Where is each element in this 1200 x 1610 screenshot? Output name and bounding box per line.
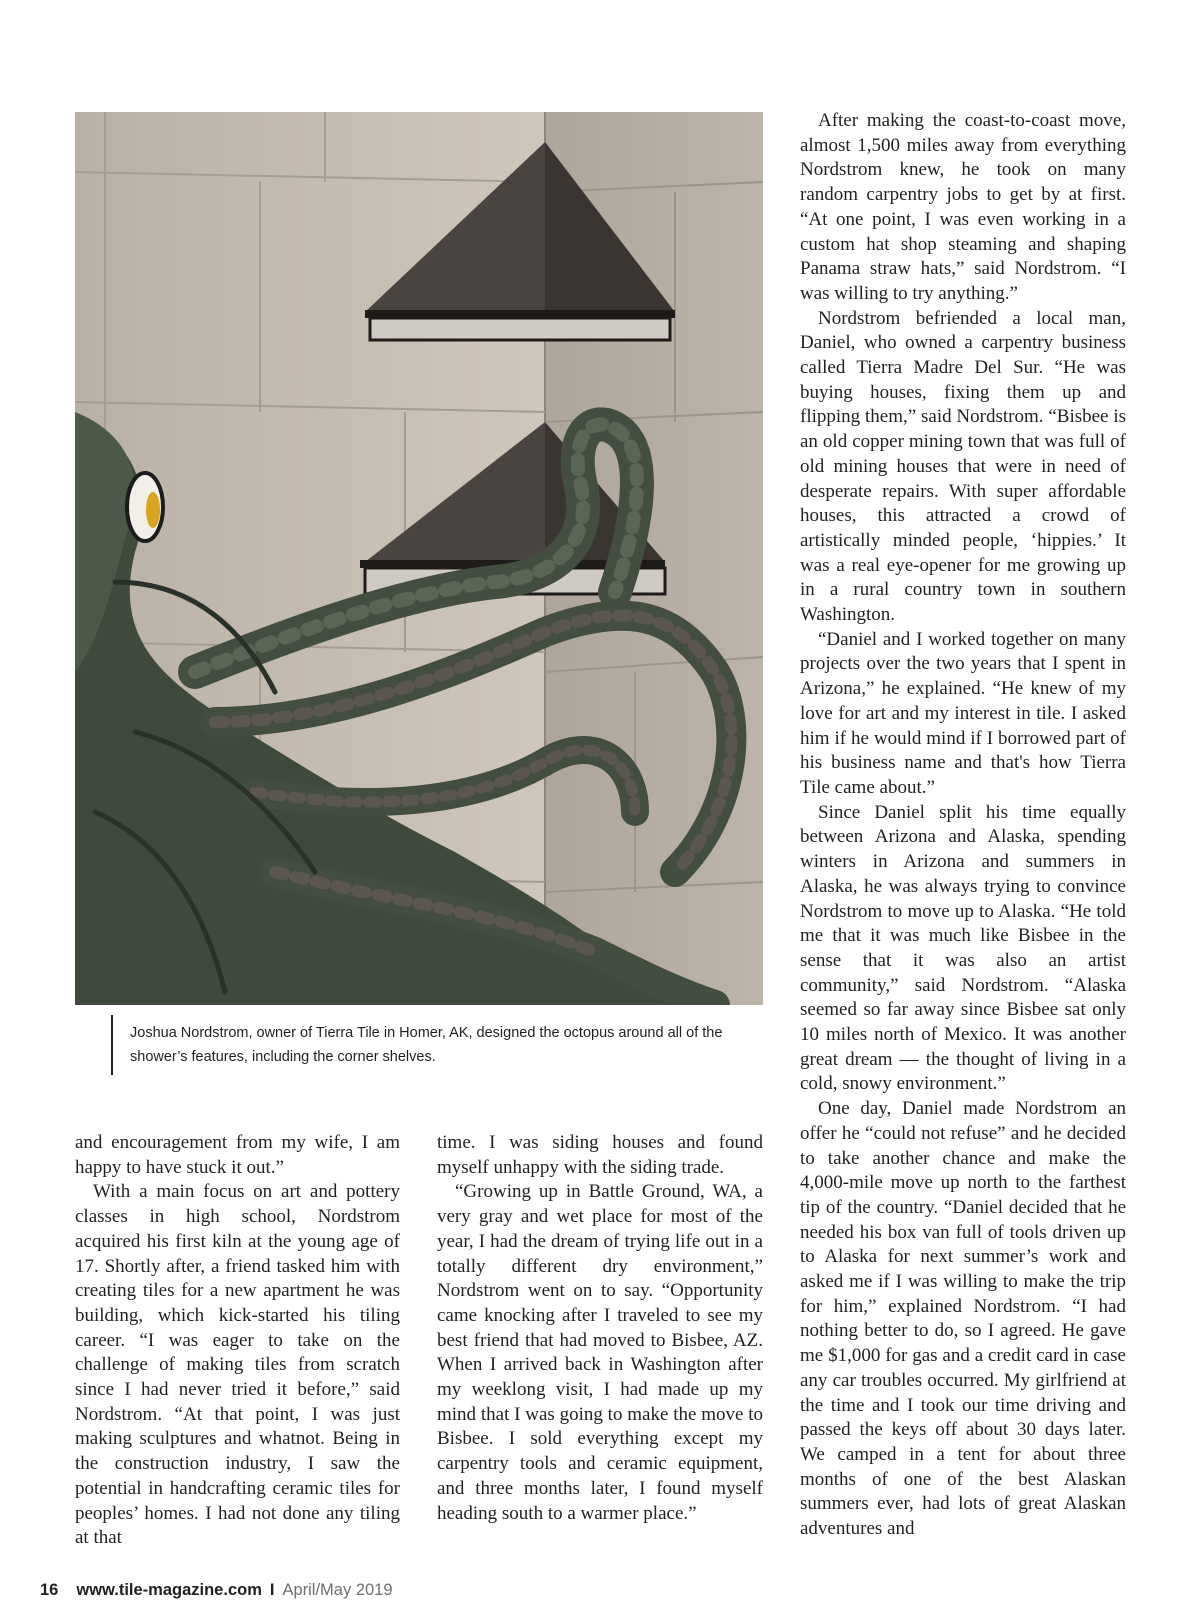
paragraph: “Daniel and I worked together on many projects over the two years that I spent in Arizona,” he explained. “He knew of my love for art and my interest in tile. I asked him if he would mind if I borrowed part of his business name and that's how Tierra Tile came about.” [800, 628, 1126, 798]
paragraph: One day, Daniel made Nordstrom an offer he “could not refuse” and he decided to take another chance and make the 4,000-mile move up north to the farthest tip of the country. “Daniel decided that he needed his box van full of tools driven up to Alaska for next summer’s work and asked me if I was willing to make the trip for him,” explained Nordstrom. “I had nothing better to do, so I agreed. He gave me $1,000 for gas and a credit card in case any car troubles occurred. My girlfriend at the time and I took our time driving and passed the keys off about 30 days later. We camped in a tent for about three months of one of the best Alaskan summers ever, had lots of great Alaskan adventures and [800, 1098, 1126, 1540]
paragraph: With a main focus on art and pottery classes in high school, Nordstrom acquired his first kiln at the young age of 17. Shortly after, a friend tasked him with creating tiles for a new apartment he was building, which kick-started his tiling career. “I was eager to take on the challenge of making tiles from scratch since I had never tried it before,” said Nordstrom. “At that point, I was just making sculptures and whatnot. Being in the construction industry, I saw the potential in handcrafting ceramic tiles for peoples’ homes. I had not done any tiling at that [75, 1181, 400, 1549]
paragraph: After making the coast-to-coast move, almost 1,500 miles away from everything Nordstrom knew, he took on many random carpentry jobs to get by at first. “At one point, I was even working in a custom hat shop steaming and shaping Panama straw hats,” said Nordstrom. “I was willing to try anything.” [800, 110, 1126, 304]
issue-date: April/May 2019 [282, 1581, 393, 1599]
caption-text: Joshua Nordstrom, owner of Tierra Tile in Homer, AK, designed the octopus around all of the shower’s features, including the corner shelves. [130, 1025, 723, 1065]
paragraph: Since Daniel split his time equally between Arizona and Alaska, spending winters in Arizona and summers in Alaska, he was always trying to convince Nordstrom to move up to Alaska. “He told me that it was much like Bisbee in the sense that it was also an artist community,” said Nordstrom. “Alaska seemed so far away since Bisbee sat only 10 miles north of Mexico. It was another great dream — the thought of living in a cold, snowy environment.” [800, 801, 1126, 1095]
paragraph: and encouragement from my wife, I am happy to have stuck it out.” [75, 1132, 400, 1178]
paragraph: time. I was siding houses and found myself unhappy with the siding trade. [437, 1132, 763, 1178]
octopus-shower-photo [75, 112, 763, 1005]
page-number: 16 [40, 1581, 59, 1599]
article-column-2 [437, 1131, 763, 1526]
paragraph: “Growing up in Battle Ground, WA, a very gray and wet place for most of the year, I had the dream of trying life out in a totally different dry environment,” Nordstrom went on to say. “Opportunity came knocking after I traveled to see my best friend that had moved to Bisbee, AZ. When I arrived back in Washington after my weeklong visit, I had made up my mind that I was going to make the move to Bisbee. I sold everything except my carpentry tools and ceramic equipment, and three months later, I found myself heading south to a warmer place.” [437, 1181, 763, 1524]
magazine-url[interactable]: www.tile-magazine.com [76, 1581, 262, 1599]
octopus-shower-illustration [75, 112, 763, 1005]
article-column-1 [75, 1131, 400, 1551]
article-column-3 [800, 109, 1126, 1542]
page-footer [40, 1581, 393, 1600]
photo-caption [111, 1015, 751, 1075]
footer-separator: I [269, 1581, 275, 1599]
paragraph: Nordstrom befriended a local man, Daniel, who owned a carpentry business called Tierra Madre Del Sur. “He was buying houses, fixing them up and flipping them,” said Nordstrom. “Bisbee is an old copper mining town that was full of old mining houses that were in need of desperate repairs. With super affordable houses, this attracted a crowd of artistically minded people, ‘hippies.’ It was a real eye-opener for me growing up in a rural country town in southern Washington. [800, 307, 1126, 626]
